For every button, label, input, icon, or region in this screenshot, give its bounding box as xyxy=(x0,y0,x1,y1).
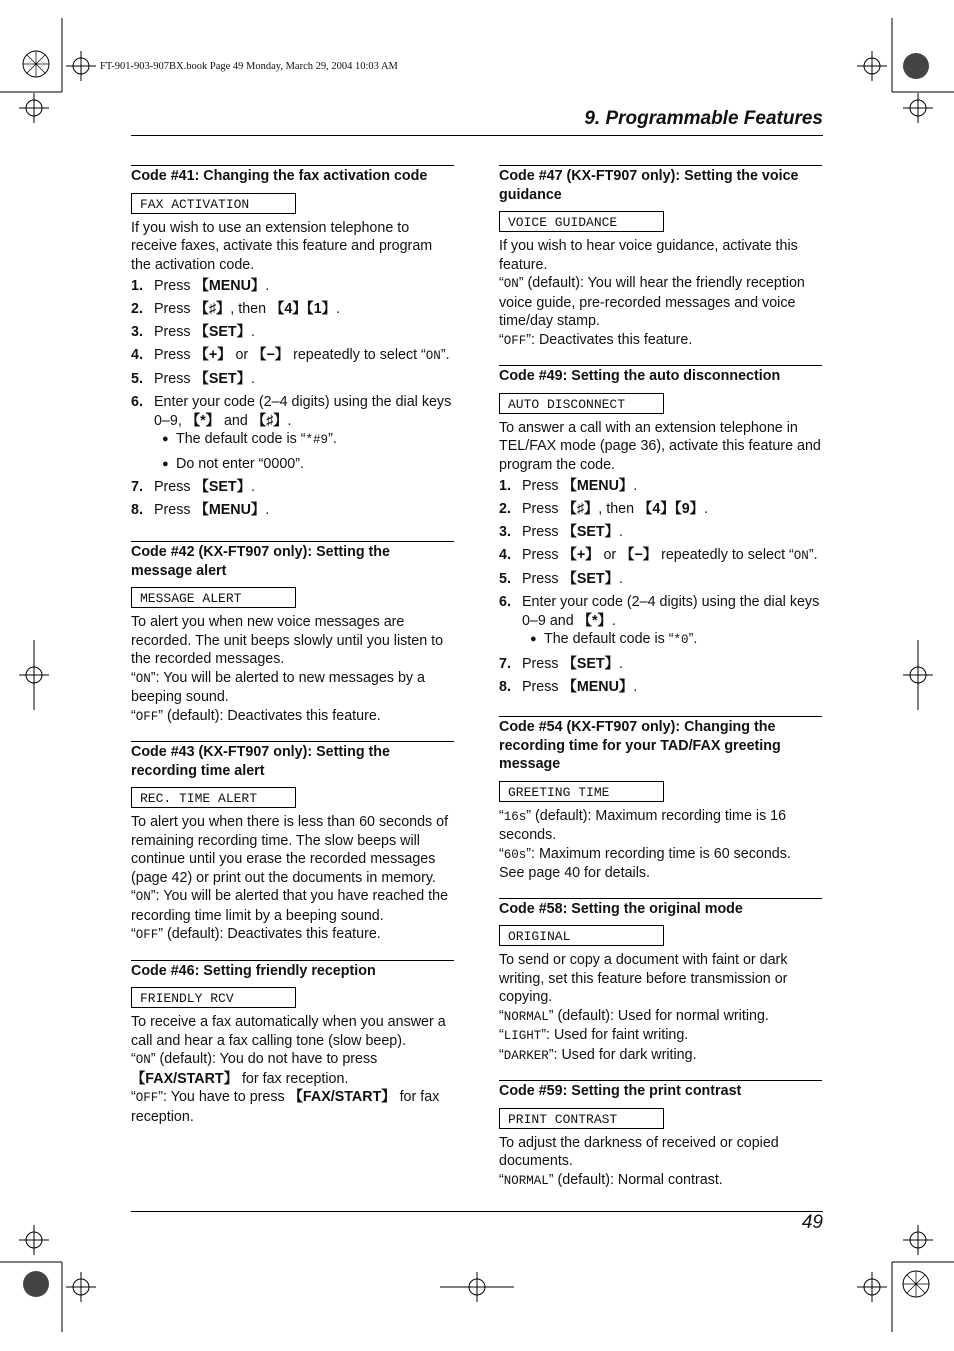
section-intro: To receive a fax automatically when you answer a call and hear a fax calling tone (slow beep). xyxy=(131,1014,446,1049)
step-item: 1. Press 【MENU】. xyxy=(499,478,638,494)
lcd-display: FRIENDLY RCV xyxy=(131,987,296,1008)
section-title: Code #59: Setting the print contrast xyxy=(499,1080,822,1101)
option-16s: “16s” (default): Maximum recording time is 16 seconds. xyxy=(499,807,787,844)
step-item: 8. Press 【MENU】. xyxy=(499,678,638,695)
step-item: 1. Press 【MENU】. xyxy=(131,278,270,294)
section-intro: If you wish to hear voice guidance, activate this feature. xyxy=(499,238,798,273)
option-on: “ON”: You will be alerted to new messages by a beeping sound. xyxy=(131,669,425,706)
option-on: “ON”: You will be alerted that you have reached the recording time limit by a beeping sound. xyxy=(131,888,449,924)
section-code59 xyxy=(499,1080,822,1190)
right-column xyxy=(499,165,822,1205)
section-code43 xyxy=(131,741,454,945)
see-reference: See page 40 for details. xyxy=(499,865,651,882)
step-item: 7. Press 【SET】. xyxy=(131,478,255,495)
lcd-display: REC. TIME ALERT xyxy=(131,787,296,808)
step-item: 4. Press 【+】 or 【−】 repeatedly to select “ON”. xyxy=(131,347,450,364)
section-code46 xyxy=(131,960,454,1127)
steps-list xyxy=(499,477,822,696)
section-title: Code #42 (KX-FT907 only): Setting the message alert xyxy=(131,541,454,580)
header-rule xyxy=(131,135,823,136)
note-item: ● The default code is “*#9”. xyxy=(162,431,337,448)
section-code41 xyxy=(131,165,454,519)
option-off: “OFF”: Deactivates this feature. xyxy=(499,331,693,348)
step-item: 2. Press 【♯】, then 【4】【1】. xyxy=(131,301,340,318)
step-item: 8. Press 【MENU】. xyxy=(131,501,270,518)
option-darker: “DARKER”: Used for dark writing. xyxy=(499,1046,697,1063)
note-list xyxy=(154,430,454,473)
section-title: Code #54 (KX-FT907 only): Changing the recording time for your TAD/FAX greeting message xyxy=(499,716,822,774)
lcd-display: FAX ACTIVATION xyxy=(131,193,296,214)
note-list xyxy=(522,630,822,650)
option-off: “OFF” (default): Deactivates this feature. xyxy=(131,707,381,724)
option-on: “ON” (default): You will hear the friendly reception voice guide, pre-recorded messages and voice time/day stamp. xyxy=(499,275,805,329)
step-item: 4. Press 【+】 or 【−】 repeatedly to select “ON”. xyxy=(499,547,818,564)
footer-rule xyxy=(131,1211,823,1212)
section-code42 xyxy=(131,541,454,726)
section-intro: To alert you when there is less than 60 seconds of remaining recording time. The slow beeps will continue until you erase the recorded messages (page 42) or print out the documents in memory. xyxy=(131,814,449,886)
lcd-display: MESSAGE ALERT xyxy=(131,587,296,608)
section-title: Code #49: Setting the auto disconnection xyxy=(499,365,822,386)
section-code58 xyxy=(499,898,822,1066)
note-item: ● Do not enter “0000”. xyxy=(162,455,304,472)
section-title: Code #47 (KX-FT907 only): Setting the voice guidance xyxy=(499,165,822,204)
option-normal: “NORMAL” (default): Normal contrast. xyxy=(499,1171,723,1188)
section-intro: To adjust the darkness of received or copied documents. xyxy=(499,1134,779,1170)
lcd-display: ORIGINAL xyxy=(499,925,664,946)
option-light: “LIGHT”: Used for faint writing. xyxy=(499,1027,689,1044)
step-item: 6. Enter your code (2–4 digits) using the dial keys 0–9, 【*】 and 【♯】. ● The default code is “*#9”. ● Do not enter “0000”. xyxy=(131,393,454,473)
step-item: 3. Press 【SET】. xyxy=(131,324,255,341)
page-header-title: 9. Programmable Features xyxy=(584,108,823,129)
section-title: Code #41: Changing the fax activation code xyxy=(131,165,454,186)
note-item: ● The default code is “*0”. xyxy=(530,631,698,648)
option-60s: “60s”: Maximum recording time is 60 seconds. xyxy=(499,845,791,862)
section-code49 xyxy=(499,365,822,696)
section-title: Code #46: Setting friendly reception xyxy=(131,960,454,981)
lcd-display: GREETING TIME xyxy=(499,781,664,802)
option-on: “ON” (default): You do not have to press 【FAX/START】 for fax reception. xyxy=(131,1051,378,1087)
page-number: 49 xyxy=(801,1212,823,1233)
section-intro: To alert you when new voice messages are recorded. The unit beeps slowly until you listen to the recorded messages. xyxy=(131,614,444,668)
section-code47 xyxy=(499,165,822,350)
step-item: 6. Enter your code (2–4 digits) using the dial keys 0–9 and 【*】. ● The default code is “*0”. xyxy=(499,593,822,650)
print-info: FT-901-903-907BX.book Page 49 Monday, March 29, 2004 10:03 AM xyxy=(100,61,398,72)
section-title: Code #43 (KX-FT907 only): Setting the recording time alert xyxy=(131,741,454,780)
step-item: 7. Press 【SET】. xyxy=(499,655,623,672)
lcd-display: VOICE GUIDANCE xyxy=(499,211,664,232)
step-item: 3. Press 【SET】. xyxy=(499,524,623,541)
lcd-display: AUTO DISCONNECT xyxy=(499,393,664,414)
section-code54 xyxy=(499,716,822,883)
steps-list xyxy=(131,277,454,519)
option-off: “OFF” (default): Deactivates this feature. xyxy=(131,926,381,943)
left-column xyxy=(131,165,454,1141)
section-intro: To answer a call with an extension telephone in TEL/FAX mode (page 36), activate this feature and program the code. xyxy=(499,419,821,473)
step-item: 5. Press 【SET】. xyxy=(499,571,623,588)
lcd-display: PRINT CONTRAST xyxy=(499,1108,664,1129)
step-item: 2. Press 【♯】, then 【4】【9】. xyxy=(499,501,708,518)
section-title: Code #58: Setting the original mode xyxy=(499,898,822,919)
option-off: “OFF”: You have to press 【FAX/START】 for fax reception. xyxy=(131,1089,440,1125)
option-normal: “NORMAL” (default): Used for normal writing. xyxy=(499,1007,769,1024)
section-intro: To send or copy a document with faint or dark writing, set this feature before transmission or copying. xyxy=(499,952,788,1006)
section-intro: If you wish to use an extension telephone to receive faxes, activate this feature and program the activation code. xyxy=(131,219,433,273)
step-item: 5. Press 【SET】. xyxy=(131,371,255,388)
